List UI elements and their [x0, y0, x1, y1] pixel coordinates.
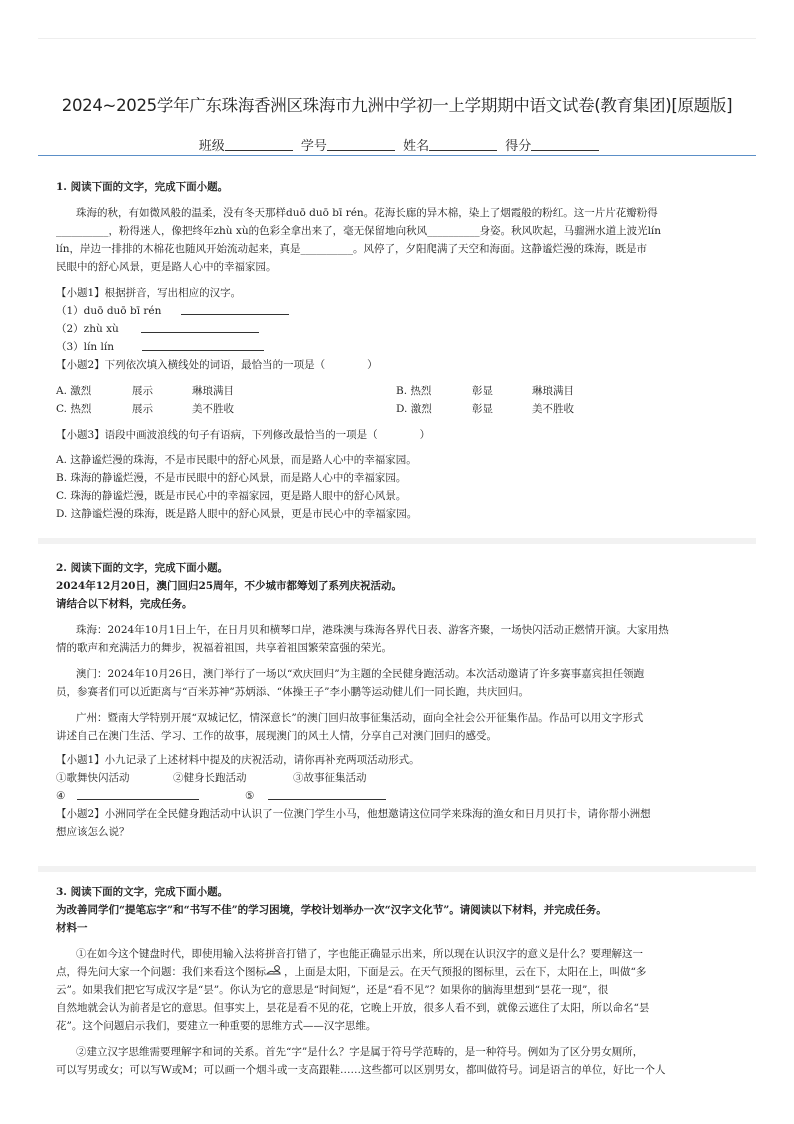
q1-option-b[interactable]: B. 热烈: [396, 385, 432, 397]
q1-option-b-word3: 琳琅满目: [532, 385, 574, 397]
q1-sub3-option-b[interactable]: B. 珠海的静谧烂漫，不是市民眼中的舒心风景，而是路人心中的幸福家园。: [56, 472, 407, 484]
activity-item: ③故事征集活动: [293, 772, 367, 784]
class-label: 班级: [198, 139, 225, 154]
q1-option-c-word3: 美不胜收: [192, 403, 234, 415]
q2-heading: 2. 阅读下面的文字，完成下面小题。: [56, 562, 229, 574]
cloudy-weather-icon: [266, 965, 284, 980]
q3-heading: 3. 阅读下面的文字，完成下面小题。: [56, 886, 229, 898]
q2-sub1-heading: 【小题1】小九记录了上述材料中提及的庆祝活动，请你再补充两项活动形式。: [56, 754, 420, 766]
q1-option-a[interactable]: A. 激烈: [56, 385, 92, 397]
name-blank[interactable]: [429, 139, 497, 151]
q2-material-line: 讲述自己在澳门生活、学习、工作的故事，展现澳门的风土人情，分享自己对澳门回归的感受。: [56, 730, 497, 742]
q1-option-c-word2: 展示: [132, 403, 153, 415]
q3-subheading: 为改善同学们“提笔忘字”和“书写不佳”的学习困境，学校计划举办一次“汉字文化节”。请阅读以下材料，并完成任务。: [56, 904, 607, 916]
q1-sub1-item: （1）duō duō bī rén: [56, 304, 289, 318]
q3-material-line: 自然地就会认为前者是它的意思。但事实上，昙花是看不见的花，它晚上开放，很多人看不到，就像云遮住了太阳，所以命名“昙: [56, 1002, 650, 1014]
q1-sub1-item: （2）zhù xù: [56, 322, 259, 336]
q2-sub2-line: 【小题2】小洲同学在全民健身跑活动中认识了一位澳门学生小马，他想邀请这位同学来珠海的渔女和日月贝打卡，请你帮小洲想: [56, 808, 651, 820]
q3-material-line: ①在如今这个键盘时代，即使用输入法将拼音打错了，字也能正确显示出来，所以现在认识汉字的意义是什么？要理解这一: [76, 948, 643, 960]
q2-subheading: 2024年12月20日，澳门回归25周年，不少城市都筹划了系列庆祝活动。: [56, 580, 403, 592]
q3-material-line: 点，得先问大家一个问题：我们来看这个图标 ，上面是太阳，下面是云。在天气预报的图标里，云在下，太阳在上，叫做“多: [56, 966, 647, 978]
q1-passage-line: lín，岸边一排排的木棉花也随风开始流动起来，真是__________。风停了，夕阳爬满了天空和海面。这静谧烂漫的珠海，既是市: [56, 243, 647, 255]
name-label: 姓名: [403, 139, 430, 154]
answer-blank[interactable]: [268, 789, 386, 800]
q1-sub2-heading: 【小题2】下列依次填入横线处的词语，最恰当的一项是（ ）: [56, 359, 378, 371]
section-separator: [38, 538, 756, 544]
q1-passage-line: __________，粉得迷人，像把终年zhù xù的色彩全拿出来了，毫无保留地向秋风__________身姿。秋风吹起，马骝洲水道上波光lín: [56, 225, 662, 237]
q1-option-d-word2: 彰显: [472, 403, 493, 415]
activity-item: ②健身长跑活动: [173, 772, 247, 784]
page-title: 2024~2025学年广东珠海香洲区珠海市九洲中学初一上学期期中语文试卷(教育集团)[原题版]: [61, 96, 733, 115]
q1-sub1-item: （3）lín lín: [56, 340, 264, 354]
q1-sub3-option-a[interactable]: A. 这静谧烂漫的珠海，不是市民眼中的舒心风景，而是路人心中的幸福家园。: [56, 454, 417, 466]
q3-material-line: 花”。这个问题启示我们，要建立一种重要的思维方式——汉字思维。: [56, 1020, 377, 1032]
q3-material-label: 材料一: [56, 922, 88, 934]
q2-material-line: 澳门：2024年10月26日，澳门举行了一场以“欢庆回归”为主题的全民健身跑活动。本次活动邀请了许多赛事嘉宾担任领跑: [76, 668, 645, 680]
q2-material-line: 员，参赛者们可以近距离与“百米苏神”苏炳添、“体操王子”李小鹏等运动健儿们一同长跑，共庆回归。: [56, 686, 529, 698]
class-blank[interactable]: [225, 139, 293, 151]
q2-sub2-line: 想应该怎么说？: [56, 826, 130, 838]
header-divider: [38, 155, 756, 156]
student-id-blank[interactable]: [327, 139, 395, 151]
score-label: 得分: [505, 139, 532, 154]
q1-option-d-word3: 美不胜收: [532, 403, 574, 415]
q2-subheading: 请结合以下材料，完成任务。: [56, 598, 193, 610]
q2-material-line: 珠海：2024年10月1日上午，在日月贝和横琴口岸，港珠澳与珠海各界代日表、游客齐聚，一场快闪活动正燃情开演。大家用热: [76, 624, 669, 636]
q1-sub3-option-c[interactable]: C. 珠海的静谧烂漫，既是市民心中的幸福家园，更是路人眼中的舒心风景。: [56, 490, 407, 502]
score-blank[interactable]: [531, 139, 599, 151]
q1-passage-line: 民眼中的舒心风景，更是路人心中的幸福家园。: [56, 261, 277, 273]
q2-material-line: 广州：暨南大学特别开展“双城记忆，情深意长”的澳门回归故事征集活动，面向全社会公开征集作品。作品可以用文字形式: [76, 712, 644, 724]
q1-option-c[interactable]: C. 热烈: [56, 403, 92, 415]
q1-passage-line: 珠海的秋，有如微风般的温柔，没有冬天那样duō duō bī rén。花海长廊的异木棉，染上了烟霞般的粉红。这一片片花瓣粉得: [76, 207, 658, 219]
answer-blank[interactable]: [181, 304, 289, 315]
q1-option-d[interactable]: D. 激烈: [396, 403, 432, 415]
q2-material-line: 情的歌声和充满活力的舞步，祝福着祖国，共享着祖国繁荣富强的荣光。: [56, 642, 392, 654]
activity-blank-5: ⑤: [245, 789, 386, 803]
q1-option-b-word2: 彰显: [472, 385, 493, 397]
q1-sub3-heading: 【小题3】语段中画波浪线的句子有语病，下列修改最恰当的一项是（ ）: [56, 429, 431, 441]
q1-option-a-word3: 琳琅满目: [192, 385, 234, 397]
q1-sub1-heading: 【小题1】根据拼音，写出相应的汉字。: [56, 287, 242, 299]
q3-material-line: 云”。如果我们把它写成汉字是“昙”。你认为它的意思是“时间短”，还是“看不见”？如果你的脑海里想到“昙花一现”，很: [56, 984, 609, 996]
q3-material-line: ②建立汉字思维需要理解字和词的关系。首先“字”是什么？字是属于符号学范畴的，是一种符号。例如为了区分男女厕所，: [76, 1046, 644, 1058]
q1-heading: 1. 阅读下面的文字，完成下面小题。: [56, 181, 229, 193]
q1-sub3-option-d[interactable]: D. 这静谧烂漫的珠海，既是路人眼中的舒心风景，更是市民心中的幸福家园。: [56, 508, 418, 520]
answer-blank[interactable]: [77, 789, 199, 800]
q1-option-a-word2: 展示: [132, 385, 153, 397]
student-id-label: 学号: [300, 139, 327, 154]
top-divider: [38, 38, 756, 39]
activity-item: ①歌舞快闪活动: [56, 772, 130, 784]
activity-blank-4: ④: [56, 789, 199, 803]
answer-blank[interactable]: [142, 340, 264, 351]
section-separator: [38, 866, 756, 872]
answer-blank[interactable]: [141, 322, 259, 333]
q3-material-line: 可以写男或女；可以写W或M；可以画一个烟斗或一支高跟鞋……这些都可以区别男女，都叫做符号。词是语言的单位，好比一个人: [56, 1064, 666, 1076]
student-info-row: [0, 135, 794, 154]
